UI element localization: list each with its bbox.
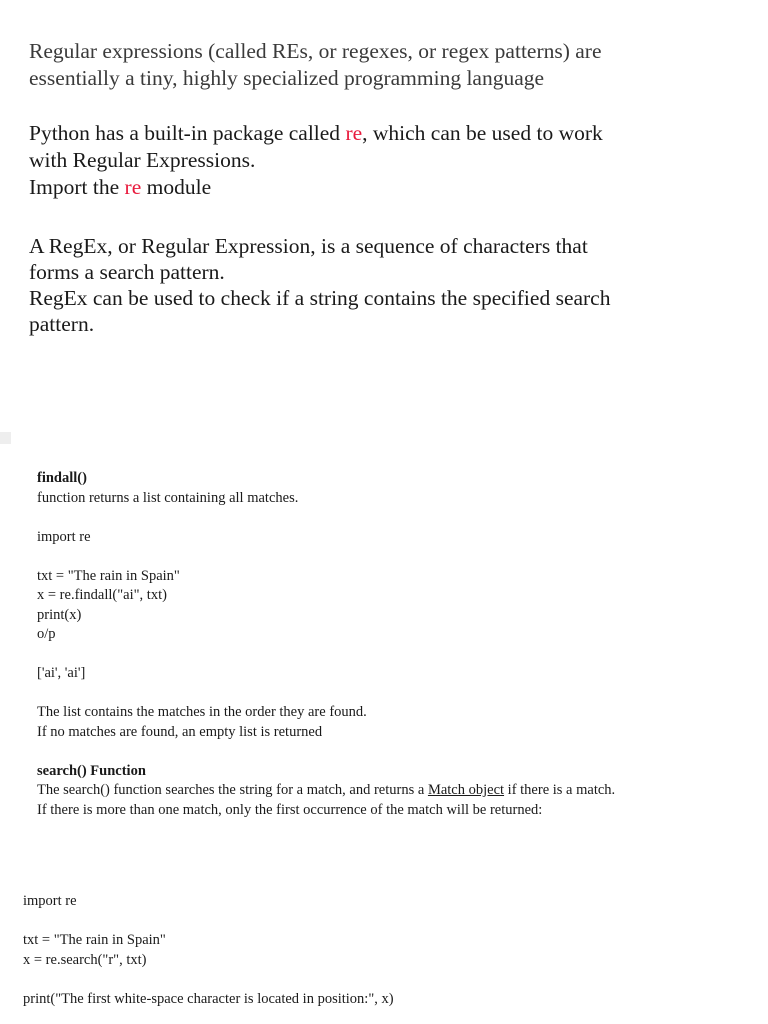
search-desc-post: if there is a match. bbox=[504, 782, 616, 798]
page-edge-marker bbox=[0, 432, 11, 444]
search-desc-pre: The search() function searches the string for a match, and returns a bbox=[37, 782, 428, 798]
search-code-print: print("The first white-space character is located in position:", x) bbox=[23, 990, 394, 1007]
regex-line-3: RegEx can be used to check if a string contains the specified search bbox=[29, 286, 611, 310]
findall-code-print: print(x) bbox=[37, 606, 82, 623]
findall-code-import: import re bbox=[37, 528, 91, 545]
findall-output: ['ai', 'ai'] bbox=[37, 665, 86, 681]
regex-line-4: pattern. bbox=[29, 312, 95, 336]
search-description-2: If there is more than one match, only the first occurrence of the match will be returned: bbox=[37, 801, 543, 818]
python-line-1 bbox=[29, 120, 603, 147]
search-code-x: x = re.search("r", txt) bbox=[23, 951, 147, 968]
search-description-1 bbox=[37, 781, 615, 801]
search-heading: search() Function bbox=[37, 762, 146, 779]
regex-definition-paragraph bbox=[29, 233, 610, 337]
re-module-keyword: re bbox=[124, 175, 142, 199]
findall-code-x: x = re.findall("ai", txt) bbox=[37, 587, 167, 603]
intro-line-1: Regular expressions (called REs, or regexes, or regex patterns) are bbox=[29, 39, 602, 63]
findall-section bbox=[37, 469, 615, 820]
findall-code-txt: txt = "The rain in Spain" bbox=[37, 567, 180, 584]
findall-description: function returns a list containing all matches. bbox=[37, 489, 299, 506]
regex-line-1: A RegEx, or Regular Expression, is a sequence of characters that bbox=[29, 234, 588, 258]
findall-heading: findall() bbox=[37, 470, 87, 486]
python-line-3-post: module bbox=[141, 175, 212, 199]
intro-paragraph bbox=[29, 38, 602, 92]
re-keyword: re bbox=[345, 121, 363, 145]
python-line-3 bbox=[29, 174, 603, 201]
match-object-link[interactable]: Match object bbox=[427, 782, 505, 798]
python-line-3-pre: Import the bbox=[29, 175, 125, 199]
search-code-import: import re bbox=[23, 893, 77, 909]
regex-line-2: forms a search pattern. bbox=[29, 260, 225, 284]
findall-note-1: The list contains the matches in the order they are found. bbox=[37, 704, 367, 720]
python-line-1-post: , which can be used to work bbox=[362, 121, 603, 145]
findall-note-2: If no matches are found, an empty list is returned bbox=[37, 723, 323, 740]
python-line-1-pre: Python has a built-in package called bbox=[29, 121, 346, 145]
search-code-txt: txt = "The rain in Spain" bbox=[23, 932, 166, 948]
python-line-2: with Regular Expressions. bbox=[29, 148, 256, 172]
intro-line-2: essentially a tiny, highly specialized programming language bbox=[29, 66, 545, 90]
search-code-section bbox=[23, 892, 394, 1009]
output-label: o/p bbox=[37, 626, 56, 642]
python-re-paragraph bbox=[29, 120, 603, 201]
